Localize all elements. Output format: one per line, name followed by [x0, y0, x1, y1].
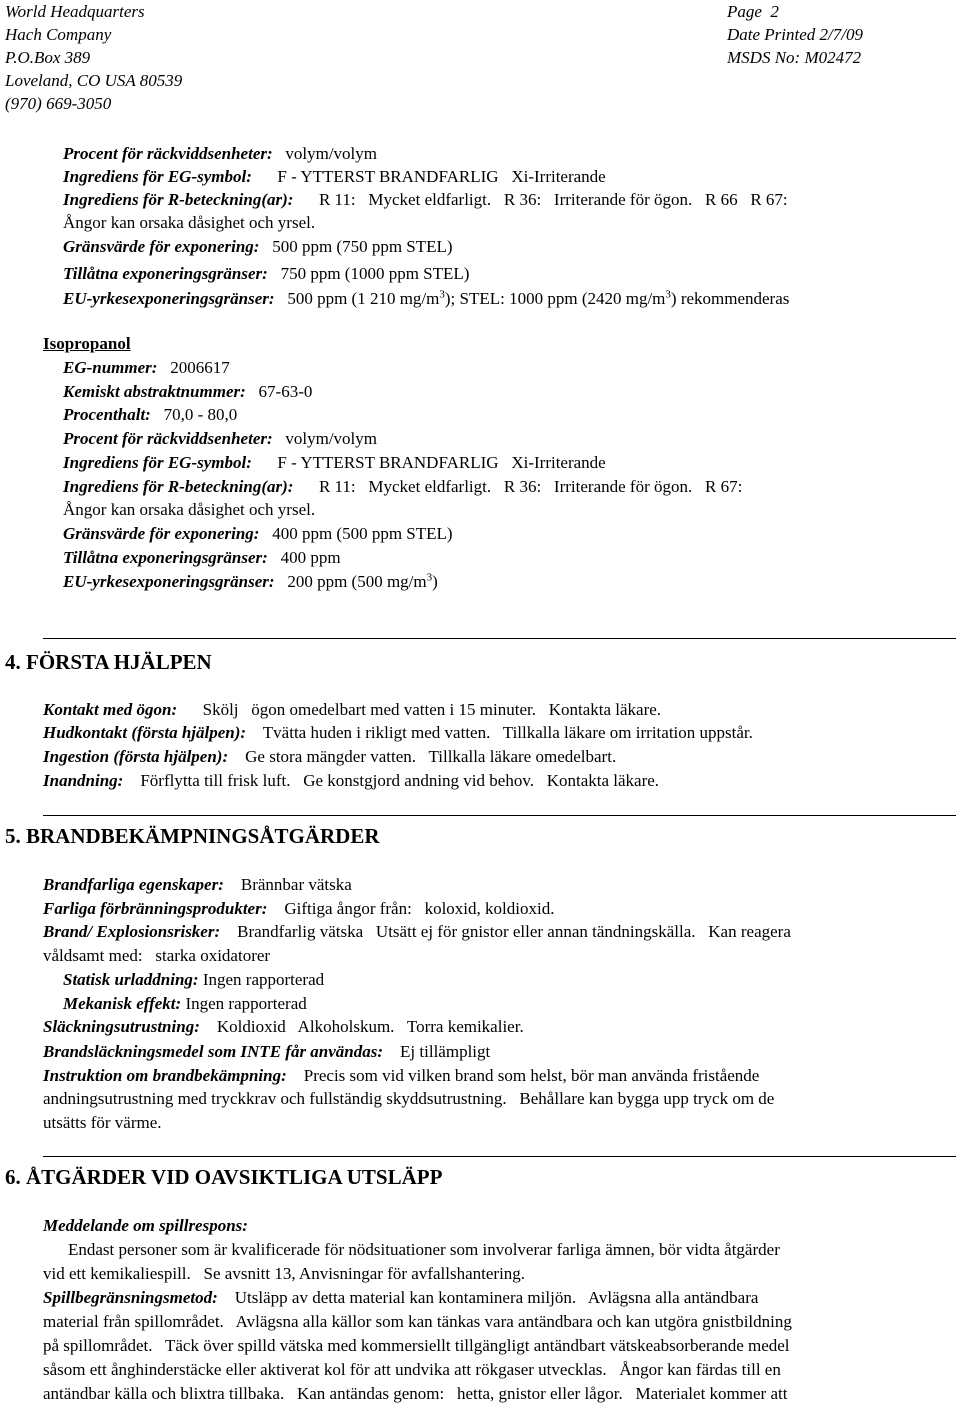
iso-eg-symbol-row: [63, 453, 606, 473]
section-divider: [43, 1156, 956, 1157]
spill-containment-row: [43, 1288, 758, 1308]
field-value: ); STEL: 1000 ppm (2420 mg/m: [444, 289, 666, 308]
iso-percent-row: [63, 429, 377, 449]
field-label: Procent för räckviddsenheter:: [63, 429, 273, 448]
spill-containment-text: antändbar källa och blixtra tillbaka. Kan antändas genom: hetta, gnistor eller lågor. Materialet kommer att: [43, 1384, 788, 1403]
field-value: 67-63-0: [258, 382, 313, 401]
field-value: R 11: Mycket eldfarligt. R 36: Irriterande för ögon. R 66 R 67:: [318, 190, 788, 209]
fire-extinguish-row: [43, 1017, 524, 1037]
spill-response-label: Meddelande om spillrespons:: [43, 1216, 248, 1235]
field-value: Precis som vid vilken brand som helst, bör man använda fristående: [303, 1066, 760, 1085]
field-value: Giftiga ångor från: koloxid, koldioxid.: [284, 899, 555, 918]
field-label: Kontakt med ögon:: [43, 700, 178, 719]
superscript: 3: [665, 288, 671, 301]
field-value: F - YTTERST BRANDFARLIG Xi-Irriterande: [277, 167, 606, 186]
field-label: Procenthalt:: [63, 405, 151, 424]
field-label: Tillåtna exponeringsgränser:: [63, 548, 268, 567]
prev-eu-row: [63, 289, 789, 309]
header-pobox: P.O.Box 389: [5, 48, 91, 67]
field-value: Ingen rapporterad: [185, 994, 307, 1013]
section-divider: [43, 638, 956, 639]
iso-percent-content-row: [63, 405, 237, 425]
section-divider: [43, 815, 956, 816]
field-label: EU-yrkesexponeringsgränser:: [63, 289, 275, 308]
first-aid-row: [43, 700, 661, 720]
field-label: Släckningsutrustning:: [43, 1017, 200, 1036]
field-value: Ej tillämpligt: [400, 1042, 491, 1061]
spill-response-text: Endast personer som är kvalificerade för nödsituationer som involverar farliga ämnen, bör vidta åtgärder: [68, 1240, 780, 1259]
field-label: Spillbegränsningsmetod:: [43, 1288, 218, 1307]
field-value: F - YTTERST BRANDFARLIG Xi-Irriterande: [277, 453, 606, 472]
iso-limit-row: [63, 524, 453, 544]
field-label: Gränsvärde för exponering:: [63, 237, 260, 256]
field-value: 400 ppm (500 ppm STEL): [272, 524, 453, 543]
field-value: Koldioxid Alkoholskum. Torra kemikalier.: [216, 1017, 524, 1036]
section-heading-accidental-release: 6. ÅTGÄRDER VID OAVSIKTLIGA UTSLÄPP: [5, 1165, 443, 1189]
field-value: 750 ppm (1000 ppm STEL): [280, 264, 470, 283]
field-value: ) rekommenderas: [670, 289, 790, 308]
fire-explosion-row: [43, 922, 791, 942]
field-value: Ge stora mängder vatten. Tillkalla läkare omedelbart.: [245, 747, 617, 766]
prev-r-phrase-cont: Ångor kan orsaka dåsighet och yrsel.: [63, 213, 316, 232]
field-value: 500 ppm (750 ppm STEL): [272, 237, 453, 256]
field-label: Inandning:: [43, 771, 124, 790]
first-aid-row: [43, 747, 616, 767]
section-heading-first-aid: 4. FÖRSTA HJÄLPEN: [5, 650, 212, 674]
spill-containment-text: såsom ett ånghinderstäcke eller aktiverat kol för att undvika att rökgaser utvecklas. Ångor kan färdas till en: [43, 1360, 781, 1379]
prev-allowed-row: [63, 264, 469, 284]
field-label: Hudkontakt (första hjälpen):: [43, 723, 247, 742]
fire-explosion-cont: våldsamt med: starka oxidatorer: [43, 946, 271, 965]
field-value: Skölj ögon omedelbart med vatten i 15 minuter. Kontakta läkare.: [202, 700, 662, 719]
field-value: ): [432, 572, 438, 591]
field-value: Förflytta till frisk luft. Ge konstgjord andning vid behov. Kontakta läkare.: [140, 771, 660, 790]
first-aid-row: [43, 723, 753, 743]
field-label: Tillåtna exponeringsgränser:: [63, 264, 268, 283]
field-value: 70,0 - 80,0: [163, 405, 238, 424]
field-value: Utsläpp av detta material kan kontaminera miljön. Avlägsna alla antändbara: [234, 1288, 759, 1307]
header-page-number: Page 2: [727, 2, 779, 21]
prev-limit-row: [63, 237, 453, 257]
fire-static-row: [63, 970, 324, 990]
field-label: Brand/ Explosionsrisker:: [43, 922, 221, 941]
spill-containment-text: på spillområdet. Täck över spilld vätska med kommersiellt tillgängligt antändbart vätskeabsorberande medel: [43, 1336, 790, 1355]
field-label: Instruktion om brandbekämpning:: [43, 1066, 287, 1085]
field-value: volym/volym: [285, 144, 378, 163]
superscript: 3: [439, 288, 445, 301]
field-value: R 11: Mycket eldfarligt. R 36: Irriterande för ögon. R 67:: [318, 477, 743, 496]
field-label: Ingrediens för R-beteckning(ar):: [63, 477, 294, 496]
section-heading-firefighting: 5. BRANDBEKÄMPNINGSÅTGÄRDER: [5, 824, 380, 848]
fire-flammable-row: [43, 875, 352, 895]
field-label: Statisk urladdning:: [63, 970, 199, 989]
header-company: Hach Company: [5, 25, 112, 44]
ingredient-name: Isopropanol: [43, 334, 131, 353]
fire-instruction-cont: utsätts för värme.: [43, 1113, 162, 1132]
field-label: Ingrediens för EG-symbol:: [63, 453, 252, 472]
spill-response-text: vid ett kemikaliespill. Se avsnitt 13, Anvisningar för avfallshantering.: [43, 1264, 526, 1283]
fire-mechanical-row: [63, 994, 307, 1014]
field-value: 400 ppm: [280, 548, 341, 567]
header-city: Loveland, CO USA 80539: [5, 71, 183, 90]
field-label: Brandsläckningsmedel som INTE får användas:: [43, 1042, 384, 1061]
prev-r-phrase-row: [63, 190, 788, 210]
first-aid-row: [43, 771, 659, 791]
superscript: 3: [426, 571, 433, 584]
field-label: Ingestion (första hjälpen):: [43, 747, 229, 766]
header-date-printed: Date Printed 2/7/09: [727, 25, 863, 44]
header-org: World Headquarters: [5, 2, 145, 21]
field-label: Gränsvärde för exponering:: [63, 524, 260, 543]
iso-ec-number-row: [63, 358, 230, 378]
fire-instruction-cont: andningsutrustning med tryckkrav och fullständig skyddsutrustning. Behållare kan bygga upp tryck om de: [43, 1089, 775, 1108]
iso-eu-row: [63, 572, 438, 592]
iso-r-phrase-cont: Ångor kan orsaka dåsighet och yrsel.: [63, 500, 316, 519]
header-phone: (970) 669-3050: [5, 94, 112, 113]
spill-containment-text: material från spillområdet. Avlägsna alla källor som kan tänkas vara antändbara och kan utgöra gnistbildning: [43, 1312, 792, 1331]
field-value: volym/volym: [285, 429, 378, 448]
iso-cas-row: [63, 382, 312, 402]
iso-r-phrase-row: [63, 477, 742, 497]
field-label: EU-yrkesexponeringsgränser:: [63, 572, 275, 591]
field-label: Ingrediens för R-beteckning(ar):: [63, 190, 294, 209]
fire-instruction-row: [43, 1066, 759, 1086]
field-value: Ingen rapporterad: [202, 970, 325, 989]
field-value: Brandfarlig vätska Utsätt ej för gnistor eller annan tändningskälla. Kan reagera: [237, 922, 791, 941]
field-label: Mekanisk effekt:: [63, 994, 182, 1013]
field-value: Brännbar vätska: [240, 875, 352, 894]
field-label: Ingrediens för EG-symbol:: [63, 167, 252, 186]
field-value: 500 ppm (1 210 mg/m: [287, 289, 440, 308]
prev-eg-symbol-row: [63, 167, 606, 187]
header-msds-number: MSDS No: M02472: [727, 48, 862, 67]
field-label: Brandfarliga egenskaper:: [43, 875, 224, 894]
field-label: Procent för räckviddsenheter:: [63, 144, 273, 163]
field-label: Kemiskt abstraktnummer:: [63, 382, 246, 401]
field-label: Farliga förbränningsprodukter:: [43, 899, 268, 918]
field-label: EG-nummer:: [63, 358, 158, 377]
iso-allowed-row: [63, 548, 341, 568]
field-value: 200 ppm (500 mg/m: [287, 572, 427, 591]
fire-not-use-row: [43, 1042, 490, 1062]
fire-products-row: [43, 899, 554, 919]
field-value: Tvätta huden i rikligt med vatten. Tillkalla läkare om irritation uppstår.: [262, 723, 753, 742]
field-value: 2006617: [170, 358, 230, 377]
prev-percent-row: [63, 144, 377, 164]
